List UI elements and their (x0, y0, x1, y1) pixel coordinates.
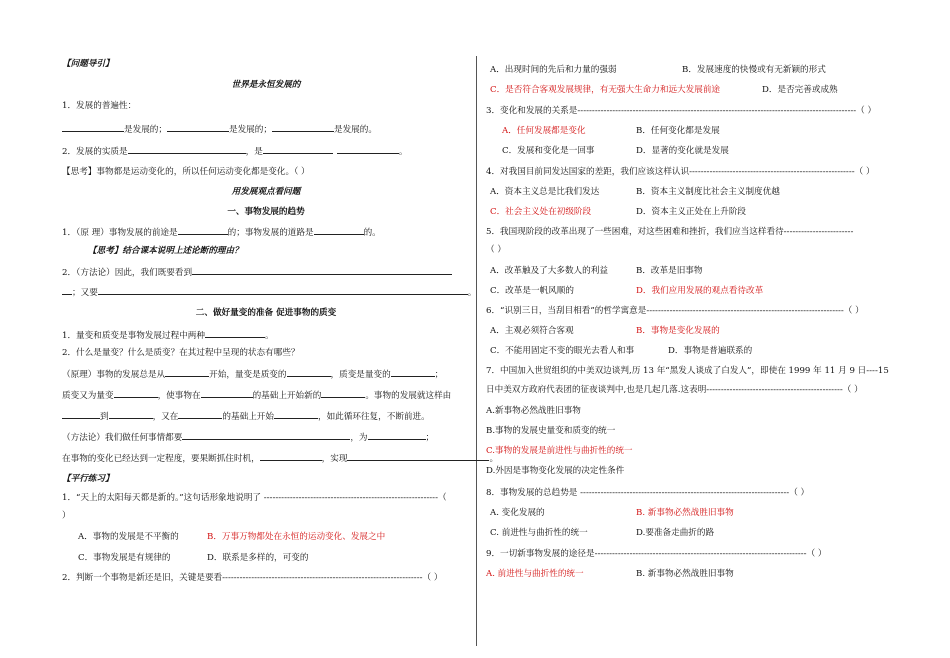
option-d[interactable]: D.要准备走曲折的路 (636, 528, 715, 538)
option-d[interactable]: D．联系是多样的，可变的 (207, 553, 309, 563)
option-b[interactable]: B．发展速度的快慢或有无新颖的形式 (682, 65, 826, 75)
title-world-develops: 世界是永恒发展的 (231, 80, 301, 90)
blank[interactable] (347, 451, 489, 461)
option-c-answer[interactable]: C.事物的发展是前进性与曲折性的统一 (486, 446, 633, 456)
blank[interactable] (314, 225, 364, 235)
option-d-answer[interactable]: D．我们应用发展的观点看待改革 (636, 286, 764, 296)
option-a[interactable]: A.新事物必然战胜旧事物 (486, 406, 581, 416)
method-2-line: 2．（方法论）因此，我们既要看到 (62, 265, 470, 279)
principle-1-line: 1．（原 理）事物发展的前途是 的；事物发展的道路是 的。 (62, 225, 470, 239)
blank[interactable] (272, 122, 334, 132)
option-a[interactable]: A．改革触及了大多数人的利益 (490, 266, 608, 276)
option-c[interactable]: C．不能用固定不变的眼光去看人和事 (490, 346, 635, 356)
blank[interactable] (260, 451, 322, 461)
option-d[interactable]: D．事物是普遍联系的 (668, 346, 753, 356)
option-c-answer[interactable]: C．是否符合客观发展规律，有无强大生命力和远大发展前途 (490, 85, 721, 95)
option-d[interactable]: D.外因是事物变化发展的决定性条件 (486, 466, 625, 476)
column-divider (476, 56, 477, 646)
exercise-1-stem: 1．“天上的太阳每天都是新的。”这句话形象地说明了 ------------------------------------------------------------（ (62, 493, 447, 503)
principle-line-3: 到 ，又在 的基础上开始 ，如此循环往复，不断前进。 (62, 409, 470, 423)
practice-header: 【平行练习】 (62, 474, 114, 484)
option-d[interactable]: D．显著的变化就是发展 (636, 146, 729, 156)
blank[interactable] (368, 430, 426, 440)
question-7-stem-cont: 日中美双方政府代表团的征夜谈判中,也是几起几落.这表明-----------------------------------------------（ ） (486, 385, 863, 395)
question-8-stem: 8．事物发展的总趋势是 ------------------------------------------------------------------------（ ） (486, 488, 810, 498)
blank[interactable] (182, 430, 350, 440)
option-b[interactable]: B. 新事物必然战胜旧事物 (636, 569, 734, 579)
blank[interactable] (128, 144, 246, 154)
option-c-answer[interactable]: C．社会主义处在初级阶段 (490, 207, 592, 217)
blank[interactable] (337, 144, 399, 154)
section-1-title: 一、事物发展的趋势 (227, 207, 305, 217)
blank[interactable] (178, 225, 228, 235)
blank[interactable] (62, 409, 100, 419)
method-line-1: （方法论）我们做任何事情都要 ，为 ； (62, 430, 470, 444)
option-a[interactable]: A．出现时间的先后和力量的强弱 (490, 65, 617, 75)
option-d[interactable]: D．是否完善或成熟 (762, 85, 838, 95)
think-2: 【思考】结合课本说明上述论断的理由？ (88, 246, 243, 256)
option-a[interactable]: A．事物的发展是不平衡的 (78, 532, 179, 542)
principle-line-1: （原理）事物的发展总是从 开始，量变是质变的 ，质变是量变的 ； (62, 367, 470, 381)
option-c[interactable]: C．改革是一帆风顺的 (490, 286, 574, 296)
blank[interactable] (62, 122, 124, 132)
option-c[interactable]: C. 前进性与曲折性的统一 (490, 528, 588, 538)
option-b[interactable]: B.事物的发展史量变和质变的统一 (486, 426, 616, 436)
blank[interactable] (167, 122, 229, 132)
blank[interactable] (62, 285, 72, 295)
option-b-answer[interactable]: B．事物是变化发展的 (636, 326, 720, 336)
item-2: 2．什么是量变？什么是质变？在其过程中呈现的状态有哪些？ (62, 348, 300, 358)
question-3-stem: 3．变化和发展的关系是------------------------------------------------------------------------------------------------（ ） (486, 106, 877, 116)
blank[interactable] (205, 328, 265, 338)
option-b-answer[interactable]: B．万事万物都处在永恒的运动变化、发展之中 (207, 532, 386, 542)
option-b[interactable]: B．任何变化都是发展 (636, 126, 720, 136)
principle-line-2: 质变又为量变 ，使事物在 的基础上开始新的 。事物的发展就这样由 (62, 388, 470, 402)
question-6-stem: 6．“识别三日，当刮目相看”的哲学寓意是--------------------------------------------------------------------（ ） (486, 306, 864, 316)
blank[interactable] (287, 367, 331, 377)
blank[interactable] (263, 144, 333, 154)
exercise-1-stem-cont: ） (62, 511, 71, 521)
option-a[interactable]: A．资本主义总是比我们发达 (490, 187, 600, 197)
q2-line: 2．发展的实质是 ，是 。 (62, 144, 470, 158)
question-4-stem: 4．对我国目前同发达国家的差距，我们应该这样认识---------------------------------------------------------（ ） (486, 167, 875, 177)
blank[interactable] (192, 265, 452, 275)
question-7-stem: 7．中国加入世贸组织的中美双边谈判,历 13 年“黑发人谈成了白发人”，即使在 1999 年 11 月 9 日----15 (486, 366, 889, 376)
option-a[interactable]: A. 变化发展的 (490, 508, 545, 518)
blank[interactable] (114, 388, 158, 398)
option-b[interactable]: B．改革是旧事物 (636, 266, 703, 276)
method-2-line-cont: ；又要 。 (62, 285, 470, 299)
question-9-stem: 9．一切新事物发展的途径是-------------------------------------------------------------------------（ ） (486, 549, 827, 559)
think-1: 【思考】事物都是运动变化的，所以任何运动变化都是变化。（ ） (62, 167, 310, 177)
item-1: 1．量变和质变是事物发展过程中两种 。 (62, 328, 470, 342)
blank[interactable] (321, 388, 365, 398)
blank[interactable] (165, 367, 209, 377)
blank[interactable] (274, 409, 318, 419)
blank[interactable] (391, 367, 435, 377)
option-c[interactable]: C．事物发展是有规律的 (78, 553, 171, 563)
option-b-answer[interactable]: B. 新事物必然战胜旧事物 (636, 508, 734, 518)
method-line-2: 在事物的变化已经达到一定程度，要果断抓住时机， ，实现 。 (62, 451, 470, 465)
exercise-2-stem: 2．判断一个事物是新还是旧，关键是要看---------------------------------------------------------------------（ ） (62, 573, 443, 583)
intro-header: 【问题导引】 (62, 59, 114, 69)
option-c[interactable]: C．发展和变化是一回事 (502, 146, 595, 156)
question-5-stem: 5．我国现阶段的改革出现了一些困难，对这些困难和挫折，我们应当这样看待------------------------ (486, 227, 854, 237)
option-a-answer[interactable]: A. 前进性与曲折性的统一 (486, 569, 584, 579)
title-use-development-view: 用发展观点看问题 (231, 187, 301, 197)
blank[interactable] (178, 409, 222, 419)
q1-blanks-row: 是发展的； 是发展的； 是发展的。 (62, 122, 470, 136)
blank[interactable] (201, 388, 253, 398)
question-5-stem-cont: （ ） (486, 245, 506, 255)
section-2-title: 二、做好量变的准备 促进事物的质变 (195, 308, 337, 318)
option-d[interactable]: D．资本主义正处在上升阶段 (636, 207, 747, 217)
option-a[interactable]: A．主观必须符合客观 (490, 326, 574, 336)
q1-label: 1．发展的普遍性： (62, 101, 137, 111)
blank[interactable] (109, 409, 153, 419)
option-b[interactable]: B．资本主义制度比社会主义制度优越 (636, 187, 780, 197)
blank[interactable] (98, 285, 468, 295)
option-a-answer[interactable]: A．任何发展都是变化 (502, 126, 586, 136)
